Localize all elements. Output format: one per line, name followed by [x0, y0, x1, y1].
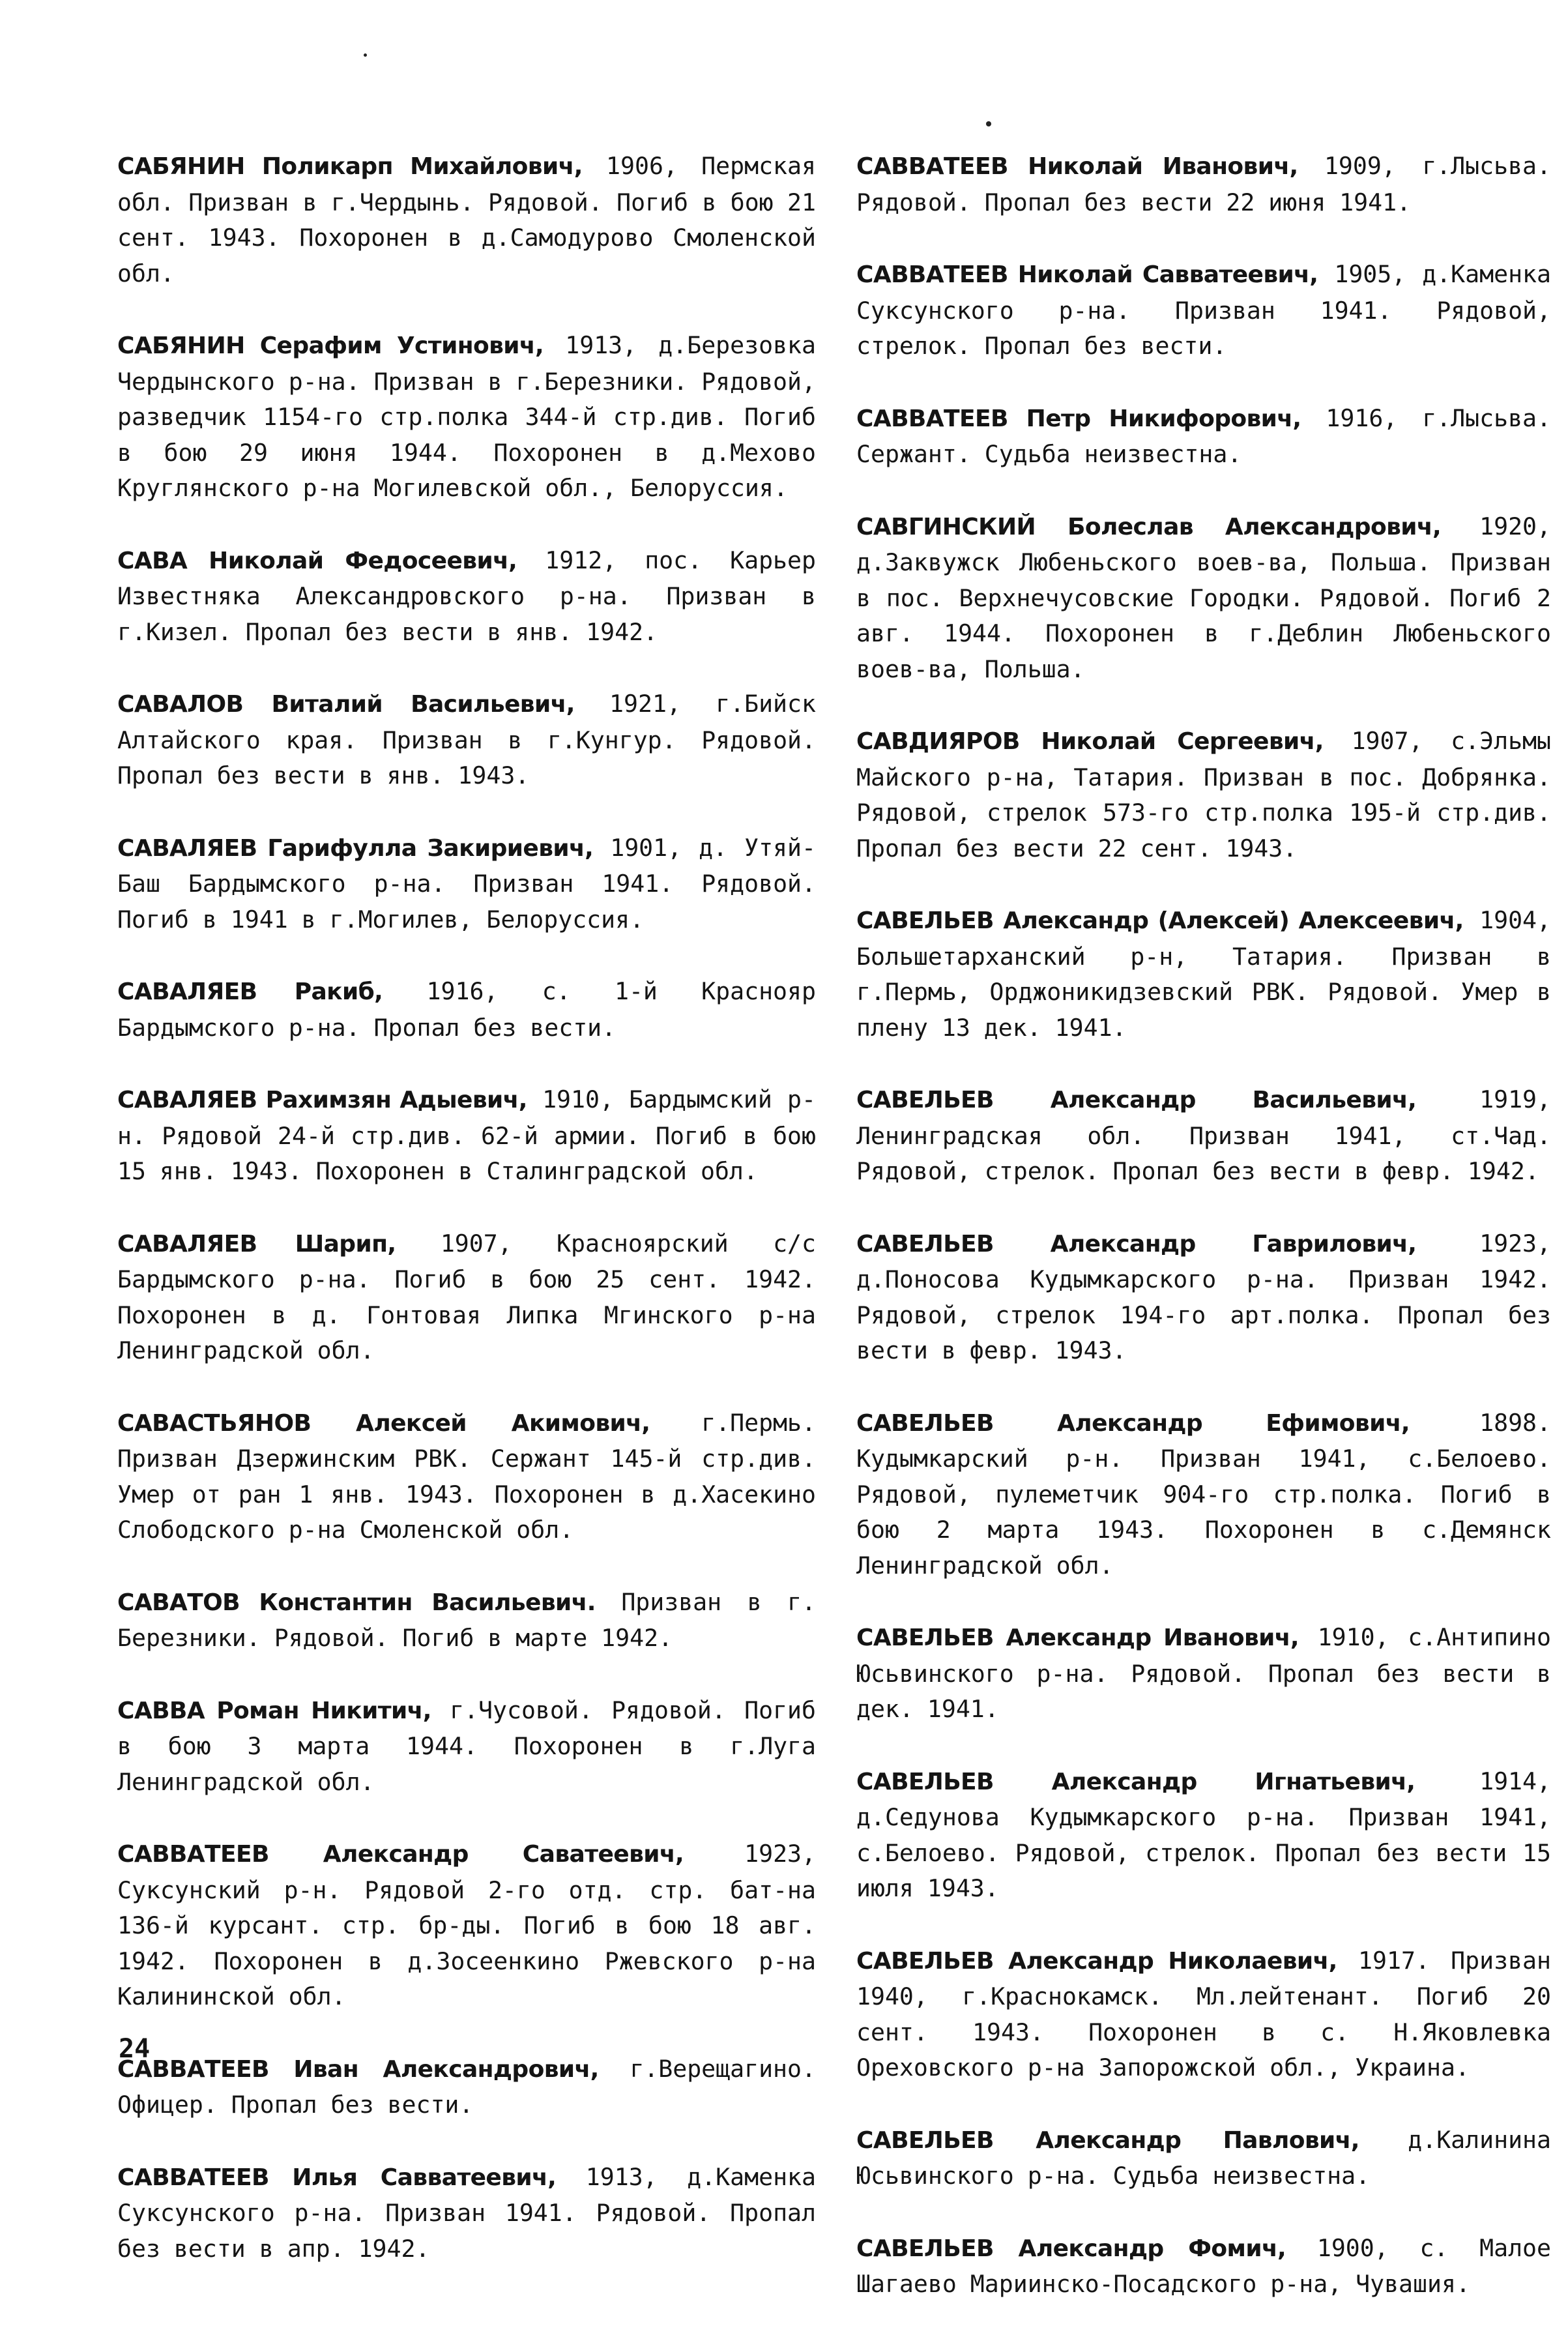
register-entry — [117, 1082, 816, 1190]
entry-details: Призван в г. Березники. Рядовой. Погиб в марте 1942. — [117, 1587, 816, 1652]
entry-details: 1923, Суксунский р-н. Рядовой 2-го отд. стр. бат-на 136-й курсант. стр. бр-ды. Погиб в бою 18 авг. 1942. Похоронен в д.Зосеенкино Ржевского р-на Калининской обл. — [117, 1840, 816, 2010]
register-entry — [117, 2052, 816, 2123]
entry-details: 1914, д.Седунова Кудымкарского р-на. Призван 1941, с.Белоево. Рядовой, стрелок. Пропал без вести 15 июля 1943. — [856, 1767, 1551, 1902]
entry-details: 1907, Красноярский с/с Бардымского р-на. Погиб в бою 25 сент. 1942. Похоронен в д. Гонтовая Липка Мгинского р-на Ленинградской обл. — [117, 1229, 817, 1364]
register-entry — [117, 2160, 816, 2267]
entry-name: САВЕЛЬЕВ Александр Павлович, — [856, 2126, 1359, 2154]
register-entry — [856, 1405, 1551, 1584]
entry-name: САВЕЛЬЕВ Александр Игнатьевич, — [856, 1768, 1416, 1795]
entry-name: САВВАТЕЕВ Николай Иванович, — [856, 153, 1298, 180]
entry-details: 1909, г.Лысьва. Рядовой. Пропал без вести 22 июня 1941. — [856, 152, 1551, 216]
entry-details: д.Калинина Юсьвинского р-на. Судьба неизвестна. — [856, 2125, 1551, 2190]
entry-details: 1901, д. Утяй-Баш Бардымского р-на. Призван 1941. Рядовой. Погиб в 1941 в г.Могилев, Белоруссия. — [117, 833, 816, 934]
entry-name: САВАЛЯЕВ Гарифулла Закириевич, — [117, 834, 594, 862]
entry-name: САВВАТЕЕВ Петр Никифорович, — [856, 405, 1301, 432]
register-entry — [117, 1836, 816, 2015]
page-number: 24 — [119, 2034, 151, 2064]
register-entry — [856, 2231, 1551, 2302]
register-entry — [117, 1693, 816, 1801]
register-entry — [856, 1082, 1551, 1190]
entry-name: САБЯНИН Серафим Устинович, — [117, 332, 544, 359]
register-entry — [117, 1585, 816, 1656]
entry-details: 1916, с. 1-й Краснояр Бардымского р-на. Пропал без вести. — [117, 977, 816, 1042]
entry-name: САВАЛЯЕВ Ракиб, — [117, 978, 383, 1005]
register-entry — [117, 974, 816, 1046]
entry-name: САВЕЛЬЕВ Александр Ефимович, — [856, 1409, 1410, 1437]
entry-details: 1923, д.Поносова Кудымкарского р-на. Призван 1942. Рядовой, стрелок 194-го арт.полка. Пропал без вести в февр. 1943. — [856, 1229, 1551, 1364]
entry-details: 1919, Ленинградская обл. Призван 1941, ст.Чад. Рядовой, стрелок. Пропал без вести в февр. 1942. — [856, 1085, 1551, 1185]
entry-name: САВЕЛЬЕВ Александр Гаврилович, — [856, 1230, 1417, 1258]
entry-name: САВВАТЕЕВ Илья Савватеевич, — [117, 2164, 557, 2191]
entry-details: 1916, г.Лысьва. Сержант. Судьба неизвестна. — [856, 404, 1551, 468]
entry-details: г.Пермь. Призван Дзержинским РВК. Сержант 145-й стр.див. Умер от ран 1 янв. 1943. Похоронен в д.Хасекино Слободского р-на Смоленской обл. — [117, 1408, 816, 1544]
entry-name: САВА Николай Федосеевич, — [117, 547, 517, 574]
register-entry — [117, 686, 816, 794]
entry-details: 1910, с.Антипино Юсьвинского р-на. Рядовой. Пропал без вести в дек. 1941. — [856, 1623, 1551, 1723]
register-entry — [856, 724, 1551, 866]
register-entry — [856, 149, 1551, 220]
register-entry — [117, 543, 816, 651]
print-speck — [986, 121, 991, 126]
register-entry — [856, 509, 1551, 688]
entry-name: САВЕЛЬЕВ Александр Иванович, — [856, 1625, 1299, 1651]
register-entry — [856, 257, 1551, 364]
register-entry — [117, 831, 816, 938]
register-entry — [117, 1405, 816, 1548]
entry-name: САВЕЛЬЕВ Александр Фомич, — [856, 2235, 1286, 2262]
entry-details: 1921, г.Бийск Алтайского края. Призван в г.Кунгур. Рядовой. Пропал без вести в янв. 1943. — [117, 690, 816, 789]
entry-name: САВДИЯРОВ Николай Сергеевич, — [856, 728, 1324, 755]
entry-details: 1907, с.Эльмы Майского р-на, Татария. Призван в пос. Добрянка. Рядовой, стрелок 573-го стр.полка 195-й стр.див. Пропал без вести 22 сент. 1943. — [856, 727, 1551, 862]
register-entry — [856, 1226, 1551, 1369]
entry-details: 1913, д.Березовка Чердынского р-на. Призван в г.Березники. Рядовой, разведчик 1154-го стр.полка 344-й стр.див. Погиб в бою 29 июня 1944. Похоронен в д.Мехово Круглянского р-на Могилевской обл., Белоруссия. — [117, 331, 816, 502]
entry-name: САВВАТЕЕВ Николай Савватеевич, — [856, 261, 1318, 288]
register-entry — [117, 328, 816, 507]
register-entry — [856, 903, 1551, 1046]
entry-details: 1912, пос. Карьер Известняка Александровского р-на. Призван в г.Кизел. Пропал без вести в янв. 1942. — [117, 546, 816, 646]
left-column — [117, 149, 816, 2303]
register-entry — [856, 401, 1551, 473]
entry-name: САВЕЛЬЕВ Александр (Алексей) Алексеевич, — [856, 907, 1464, 934]
entry-name: САВВАТЕЕВ Александр Саватеевич, — [117, 1841, 684, 1868]
entry-details: 1913, д.Каменка Суксунского р-на. Призван 1941. Рядовой. Пропал без вести в апр. 1942. — [117, 2162, 816, 2263]
right-column — [856, 149, 1551, 2339]
entry-details: 1917. Призван 1940, г.Краснокамск. Мл.лейтенант. Погиб 20 сент. 1943. Похоронен в с. Н.Яковлевка Ореховского р-на Запорожской обл., Украина. — [856, 1946, 1551, 2082]
register-entry — [856, 1620, 1551, 1728]
register-entry — [856, 1764, 1551, 1907]
entry-details: 1905, д.Каменка Суксунского р-на. Призван 1941. Рядовой, стрелок. Пропал без вести. — [856, 260, 1551, 360]
entry-details: 1906, Пермская обл. Призван в г.Чердынь. Рядовой. Погиб в бою 21 сент. 1943. Похоронен в д.Самодурово Смоленской обл. — [117, 152, 816, 287]
entry-name: САБЯНИН Поликарп Михайлович, — [117, 153, 583, 180]
entry-details: г.Чусовой. Рядовой. Погиб в бою 3 марта 1944. Похоронен в г.Луга Ленинградской обл. — [117, 1696, 816, 1796]
entry-details: 1910, Бардымский р-н. Рядовой 24-й стр.див. 62-й армии. Погиб в бою 15 янв. 1943. Похоронен в Сталинградской обл. — [117, 1085, 816, 1185]
entry-details: 1920, д.Заквужск Любеньского воев-ва, Польша. Призван в пос. Верхнечусовские Городки. Рядовой. Погиб 2 авг. 1944. Похоронен в г.Деблин Любеньского воев-ва, Польша. — [856, 512, 1551, 683]
entry-name: САВГИНСКИЙ Болеслав Александрович, — [856, 513, 1442, 540]
entry-details: г.Верещагино. Офицер. Пропал без вести. — [117, 2054, 816, 2119]
register-entry — [117, 149, 816, 291]
entry-name: САВАТОВ Константин Васильевич. — [117, 1589, 596, 1616]
register-entry — [117, 1226, 816, 1369]
entry-details: 1904, Большетарханский р-н, Татария. Призван в г.Пермь, Орджоникидзевский РВК. Рядовой. Умер в плену 13 дек. 1941. — [856, 906, 1551, 1042]
entry-name: САВВА Роман Никитич, — [117, 1697, 431, 1724]
print-speck — [364, 53, 367, 57]
entry-name: САВАЛЯЕВ Рахимзян Адыевич, — [117, 1087, 527, 1113]
entry-name: САВЕЛЬЕВ Александр Николаевич, — [856, 1947, 1337, 1975]
entry-details: 1898. Кудымкарский р-н. Призван 1941, с.Белоево. Рядовой, пулеметчик 904-го стр.полка. Погиб в бою 2 марта 1943. Похоронен в с.Демянск Ленинградской обл. — [856, 1408, 1551, 1580]
register-entry — [856, 1943, 1551, 2086]
register-entry — [856, 2123, 1551, 2194]
entry-name: САВАЛОВ Виталий Васильевич, — [117, 691, 575, 718]
entry-name: САВАЛЯЕВ Шарип, — [117, 1230, 396, 1258]
entry-name: САВАСТЬЯНОВ Алексей Акимович, — [117, 1409, 650, 1437]
entry-name: САВВАТЕЕВ Иван Александрович, — [117, 2055, 599, 2083]
entry-details: 1900, с. Малое Шагаево Мариинско-Посадского р-на, Чувашия. — [856, 2233, 1551, 2298]
entry-name: САВЕЛЬЕВ Александр Васильевич, — [856, 1087, 1417, 1113]
